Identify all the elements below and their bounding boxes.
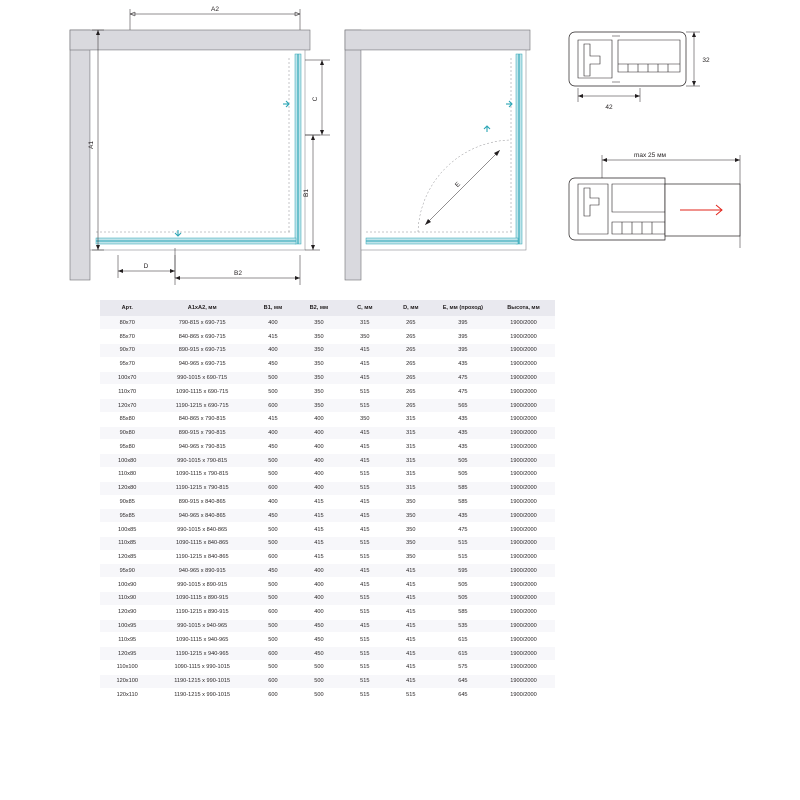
table-cell: 120х70 xyxy=(100,399,154,413)
table-cell: 400 xyxy=(296,578,342,592)
table-cell: 265 xyxy=(388,357,434,371)
table-cell: 790-815 х 690-715 xyxy=(154,316,250,329)
table-cell: 500 xyxy=(250,619,296,633)
product-dimensions-table xyxy=(100,300,555,702)
table-row xyxy=(100,619,555,633)
table-cell: 940-965 х 690-715 xyxy=(154,357,250,371)
table-cell: 600 xyxy=(250,647,296,661)
table-cell: 315 xyxy=(342,316,388,329)
table-cell: 1900/2000 xyxy=(492,509,555,523)
col-header-art: Арт. xyxy=(100,300,154,316)
table-cell: 400 xyxy=(296,454,342,468)
table-cell: 1900/2000 xyxy=(492,674,555,688)
table-cell: 600 xyxy=(250,605,296,619)
table-cell: 1900/2000 xyxy=(492,330,555,344)
specification-table xyxy=(100,300,555,702)
dim-d-label: D xyxy=(143,263,149,270)
table-cell: 450 xyxy=(250,357,296,371)
table-cell: 515 xyxy=(434,536,492,550)
table-cell: 400 xyxy=(296,481,342,495)
table-cell: 120х110 xyxy=(100,688,154,702)
table-cell: 110х90 xyxy=(100,592,154,606)
table-cell: 415 xyxy=(342,371,388,385)
table-cell: 120х100 xyxy=(100,674,154,688)
table-cell: 505 xyxy=(434,454,492,468)
dim-c-label: C xyxy=(312,96,319,102)
dim-b1-label: B1 xyxy=(303,189,310,197)
table-cell: 1900/2000 xyxy=(492,633,555,647)
col-header-d: D, мм xyxy=(388,300,434,316)
table-cell: 415 xyxy=(388,619,434,633)
table-row xyxy=(100,633,555,647)
table-cell: 400 xyxy=(250,343,296,357)
table-cell: 415 xyxy=(388,633,434,647)
table-cell: 515 xyxy=(342,633,388,647)
table-cell: 400 xyxy=(296,412,342,426)
table-cell: 500 xyxy=(250,371,296,385)
table-cell: 500 xyxy=(296,660,342,674)
table-cell: 395 xyxy=(434,316,492,329)
table-cell: 1090-1115 х 890-915 xyxy=(154,592,250,606)
table-cell: 1900/2000 xyxy=(492,385,555,399)
table-cell: 400 xyxy=(250,426,296,440)
dim-b1 xyxy=(303,135,320,250)
table-cell: 500 xyxy=(296,674,342,688)
table-row xyxy=(100,316,555,329)
table-cell: 120х95 xyxy=(100,647,154,661)
table-cell: 515 xyxy=(342,536,388,550)
table-cell: 350 xyxy=(342,412,388,426)
table-cell: 110х80 xyxy=(100,468,154,482)
table-cell: 415 xyxy=(342,343,388,357)
table-cell: 265 xyxy=(388,399,434,413)
table-cell: 415 xyxy=(296,550,342,564)
table-cell: 565 xyxy=(434,399,492,413)
table-cell: 435 xyxy=(434,412,492,426)
table-cell: 515 xyxy=(342,550,388,564)
table-cell: 890-915 х 690-715 xyxy=(154,343,250,357)
table-row xyxy=(100,550,555,564)
dim-b2-label: B2 xyxy=(234,270,242,277)
table-cell: 90х85 xyxy=(100,495,154,509)
table-cell: 350 xyxy=(388,495,434,509)
table-cell: 1190-1215 х 890-915 xyxy=(154,605,250,619)
table-cell: 600 xyxy=(250,481,296,495)
table-cell: 1900/2000 xyxy=(492,605,555,619)
table-cell: 515 xyxy=(342,592,388,606)
table-cell: 415 xyxy=(388,647,434,661)
table-cell: 475 xyxy=(434,523,492,537)
table-cell: 615 xyxy=(434,633,492,647)
table-cell: 1900/2000 xyxy=(492,371,555,385)
table-cell: 515 xyxy=(388,688,434,702)
table-cell: 400 xyxy=(250,495,296,509)
table-cell: 435 xyxy=(434,440,492,454)
table-cell: 1900/2000 xyxy=(492,440,555,454)
table-cell: 85х80 xyxy=(100,412,154,426)
table-cell: 95х90 xyxy=(100,564,154,578)
table-cell: 1190-1215 х 840-865 xyxy=(154,550,250,564)
table-cell: 940-965 х 840-865 xyxy=(154,509,250,523)
table-cell: 500 xyxy=(250,385,296,399)
profile-cross-section xyxy=(569,32,710,111)
table-cell: 350 xyxy=(388,523,434,537)
table-cell: 1900/2000 xyxy=(492,357,555,371)
table-cell: 350 xyxy=(296,371,342,385)
table-row xyxy=(100,481,555,495)
table-cell: 600 xyxy=(250,550,296,564)
table-cell: 350 xyxy=(296,316,342,329)
table-cell: 515 xyxy=(342,605,388,619)
table-cell: 400 xyxy=(250,316,296,329)
table-cell: 500 xyxy=(250,660,296,674)
table-cell: 265 xyxy=(388,316,434,329)
table-cell: 400 xyxy=(296,468,342,482)
table-cell: 95х70 xyxy=(100,357,154,371)
table-cell: 100х70 xyxy=(100,371,154,385)
table-header-row xyxy=(100,300,555,316)
table-cell: 350 xyxy=(342,330,388,344)
table-cell: 400 xyxy=(296,592,342,606)
dim-d xyxy=(118,248,175,278)
table-cell: 435 xyxy=(434,426,492,440)
table-cell: 500 xyxy=(250,468,296,482)
table-cell: 110х100 xyxy=(100,660,154,674)
table-row xyxy=(100,468,555,482)
table-cell: 1900/2000 xyxy=(492,481,555,495)
table-cell: 450 xyxy=(296,647,342,661)
col-header-c: С, мм xyxy=(342,300,388,316)
table-cell: 1900/2000 xyxy=(492,495,555,509)
wall-mid-vertical xyxy=(345,30,361,280)
table-cell: 1900/2000 xyxy=(492,660,555,674)
table-cell: 350 xyxy=(388,550,434,564)
table-cell: 1190-1215 х 790-815 xyxy=(154,481,250,495)
table-cell: 265 xyxy=(388,385,434,399)
table-cell: 990-1015 х 940-965 xyxy=(154,619,250,633)
table-cell: 600 xyxy=(250,399,296,413)
table-row xyxy=(100,509,555,523)
table-cell: 395 xyxy=(434,330,492,344)
table-cell: 265 xyxy=(388,343,434,357)
table-cell: 500 xyxy=(250,592,296,606)
table-cell: 100х90 xyxy=(100,578,154,592)
table-cell: 415 xyxy=(342,523,388,537)
table-row xyxy=(100,399,555,413)
table-cell: 350 xyxy=(296,330,342,344)
table-row xyxy=(100,605,555,619)
col-header-e: Е, мм (проход) xyxy=(434,300,492,316)
wall-left-vertical xyxy=(70,30,90,280)
col-header-height: Высота, мм xyxy=(492,300,555,316)
table-cell: 95х80 xyxy=(100,440,154,454)
table-cell: 415 xyxy=(250,412,296,426)
table-row xyxy=(100,385,555,399)
table-cell: 415 xyxy=(296,509,342,523)
table-cell: 1900/2000 xyxy=(492,426,555,440)
table-cell: 500 xyxy=(250,633,296,647)
table-cell: 415 xyxy=(342,495,388,509)
table-cell: 645 xyxy=(434,688,492,702)
table-cell: 400 xyxy=(296,564,342,578)
table-cell: 535 xyxy=(434,619,492,633)
max-adjust-label: max 25 мм xyxy=(633,152,667,159)
table-cell: 415 xyxy=(388,564,434,578)
table-cell: 990-1015 х 790-815 xyxy=(154,454,250,468)
table-cell: 515 xyxy=(342,385,388,399)
table-cell: 505 xyxy=(434,578,492,592)
table-cell: 515 xyxy=(342,674,388,688)
table-row xyxy=(100,371,555,385)
table-cell: 90х80 xyxy=(100,426,154,440)
table-cell: 505 xyxy=(434,592,492,606)
table-cell: 415 xyxy=(342,619,388,633)
table-cell: 1900/2000 xyxy=(492,343,555,357)
table-row xyxy=(100,357,555,371)
table-cell: 110х70 xyxy=(100,385,154,399)
table-row xyxy=(100,647,555,661)
table-cell: 500 xyxy=(250,536,296,550)
table-cell: 645 xyxy=(434,674,492,688)
table-row xyxy=(100,495,555,509)
table-cell: 890-915 х 840-865 xyxy=(154,495,250,509)
table-cell: 1090-1115 х 690-715 xyxy=(154,385,250,399)
table-cell: 475 xyxy=(434,385,492,399)
table-cell: 120х90 xyxy=(100,605,154,619)
table-cell: 100х95 xyxy=(100,619,154,633)
col-header-b1: В1, мм xyxy=(250,300,296,316)
table-cell: 90х70 xyxy=(100,343,154,357)
table-cell: 1900/2000 xyxy=(492,316,555,329)
table-cell: 450 xyxy=(250,440,296,454)
table-cell: 1900/2000 xyxy=(492,468,555,482)
technical-drawing xyxy=(0,0,800,285)
table-row xyxy=(100,564,555,578)
table-cell: 585 xyxy=(434,495,492,509)
table-cell: 585 xyxy=(434,481,492,495)
table-cell: 350 xyxy=(296,399,342,413)
table-cell: 515 xyxy=(342,688,388,702)
table-cell: 415 xyxy=(296,523,342,537)
table-cell: 600 xyxy=(250,688,296,702)
table-cell: 1900/2000 xyxy=(492,619,555,633)
table-cell: 890-915 х 790-815 xyxy=(154,426,250,440)
table-cell: 1900/2000 xyxy=(492,412,555,426)
table-cell: 515 xyxy=(342,468,388,482)
table-row xyxy=(100,330,555,344)
table-cell: 1190-1215 х 690-715 xyxy=(154,399,250,413)
dim-a2-label: A2 xyxy=(211,6,219,13)
table-cell: 395 xyxy=(434,343,492,357)
table-cell: 85х70 xyxy=(100,330,154,344)
table-cell: 500 xyxy=(250,454,296,468)
table-row xyxy=(100,412,555,426)
table-row xyxy=(100,674,555,688)
table-cell: 100х85 xyxy=(100,523,154,537)
table-cell: 475 xyxy=(434,371,492,385)
dim-e-label: E xyxy=(453,180,462,189)
table-cell: 1900/2000 xyxy=(492,578,555,592)
table-cell: 1900/2000 xyxy=(492,523,555,537)
table-cell: 415 xyxy=(342,357,388,371)
table-cell: 80х70 xyxy=(100,316,154,329)
table-cell: 940-965 х 790-815 xyxy=(154,440,250,454)
table-cell: 350 xyxy=(296,357,342,371)
dim-c xyxy=(305,60,330,135)
table-cell: 415 xyxy=(388,674,434,688)
enclosure-outline-left xyxy=(90,50,305,250)
table-cell: 840-865 х 690-715 xyxy=(154,330,250,344)
table-cell: 110х95 xyxy=(100,633,154,647)
table-row xyxy=(100,454,555,468)
table-cell: 415 xyxy=(388,592,434,606)
table-row xyxy=(100,440,555,454)
table-cell: 415 xyxy=(388,605,434,619)
table-cell: 350 xyxy=(388,536,434,550)
enclosure-outline-mid xyxy=(361,50,526,250)
table-cell: 400 xyxy=(296,426,342,440)
dim-b2 xyxy=(175,255,300,285)
table-cell: 1900/2000 xyxy=(492,564,555,578)
table-cell: 315 xyxy=(388,412,434,426)
table-cell: 1190-1215 х 940-965 xyxy=(154,647,250,661)
table-row xyxy=(100,578,555,592)
table-cell: 1190-1215 х 990-1015 xyxy=(154,688,250,702)
table-cell: 840-865 х 790-815 xyxy=(154,412,250,426)
col-header-a1a2: А1хА2, мм xyxy=(154,300,250,316)
table-cell: 505 xyxy=(434,468,492,482)
table-row xyxy=(100,426,555,440)
table-cell: 265 xyxy=(388,330,434,344)
table-row xyxy=(100,343,555,357)
table-cell: 515 xyxy=(434,550,492,564)
table-cell: 415 xyxy=(250,330,296,344)
profile-height-label: 32 xyxy=(702,57,710,64)
table-cell: 120х85 xyxy=(100,550,154,564)
table-cell: 415 xyxy=(296,495,342,509)
table-cell: 990-1015 х 890-915 xyxy=(154,578,250,592)
table-cell: 615 xyxy=(434,647,492,661)
table-cell: 415 xyxy=(342,426,388,440)
dim-a1-label: A1 xyxy=(88,141,95,149)
table-body xyxy=(100,316,555,701)
table-row xyxy=(100,592,555,606)
table-cell: 1900/2000 xyxy=(492,536,555,550)
table-cell: 450 xyxy=(250,564,296,578)
table-cell: 100х80 xyxy=(100,454,154,468)
table-cell: 435 xyxy=(434,509,492,523)
table-cell: 350 xyxy=(296,343,342,357)
table-cell: 1900/2000 xyxy=(492,688,555,702)
table-cell: 415 xyxy=(388,578,434,592)
table-row xyxy=(100,660,555,674)
table-cell: 515 xyxy=(342,660,388,674)
table-cell: 1090-1115 х 990-1015 xyxy=(154,660,250,674)
table-cell: 1900/2000 xyxy=(492,454,555,468)
table-cell: 1900/2000 xyxy=(492,399,555,413)
table-cell: 500 xyxy=(250,578,296,592)
table-cell: 990-1015 х 690-715 xyxy=(154,371,250,385)
table-cell: 415 xyxy=(342,440,388,454)
table-cell: 315 xyxy=(388,481,434,495)
table-cell: 1900/2000 xyxy=(492,647,555,661)
table-cell: 500 xyxy=(296,688,342,702)
table-cell: 450 xyxy=(250,509,296,523)
wall-mid-horizontal xyxy=(345,30,530,50)
table-row xyxy=(100,536,555,550)
table-cell: 595 xyxy=(434,564,492,578)
table-cell: 940-965 х 890-915 xyxy=(154,564,250,578)
table-cell: 415 xyxy=(342,454,388,468)
table-cell: 315 xyxy=(388,468,434,482)
table-cell: 95х85 xyxy=(100,509,154,523)
table-row xyxy=(100,523,555,537)
table-cell: 400 xyxy=(296,605,342,619)
table-cell: 575 xyxy=(434,660,492,674)
table-cell: 515 xyxy=(342,399,388,413)
table-cell: 435 xyxy=(434,357,492,371)
table-cell: 500 xyxy=(250,523,296,537)
table-cell: 400 xyxy=(296,440,342,454)
col-header-b2: В2, мм xyxy=(296,300,342,316)
table-cell: 515 xyxy=(342,647,388,661)
table-cell: 265 xyxy=(388,371,434,385)
wall-left-horizontal xyxy=(70,30,310,50)
table-cell: 415 xyxy=(342,564,388,578)
table-cell: 415 xyxy=(296,536,342,550)
table-cell: 1090-1115 х 940-965 xyxy=(154,633,250,647)
table-cell: 315 xyxy=(388,426,434,440)
table-cell: 415 xyxy=(388,660,434,674)
table-cell: 350 xyxy=(296,385,342,399)
table-cell: 600 xyxy=(250,674,296,688)
table-cell: 1090-1115 х 790-815 xyxy=(154,468,250,482)
profile-width-label: 42 xyxy=(605,104,613,111)
table-cell: 415 xyxy=(342,578,388,592)
table-cell: 350 xyxy=(388,509,434,523)
table-cell: 450 xyxy=(296,619,342,633)
table-cell: 120х80 xyxy=(100,481,154,495)
profile-adjustment-section xyxy=(569,152,740,248)
table-row xyxy=(100,688,555,702)
table-cell: 450 xyxy=(296,633,342,647)
table-cell: 415 xyxy=(342,509,388,523)
table-cell: 1090-1115 х 840-865 xyxy=(154,536,250,550)
table-cell: 315 xyxy=(388,454,434,468)
table-cell: 990-1015 х 840-865 xyxy=(154,523,250,537)
table-cell: 515 xyxy=(342,481,388,495)
table-cell: 110х85 xyxy=(100,536,154,550)
table-cell: 315 xyxy=(388,440,434,454)
table-cell: 1900/2000 xyxy=(492,592,555,606)
table-cell: 1190-1215 х 990-1015 xyxy=(154,674,250,688)
table-cell: 1900/2000 xyxy=(492,550,555,564)
table-cell: 585 xyxy=(434,605,492,619)
